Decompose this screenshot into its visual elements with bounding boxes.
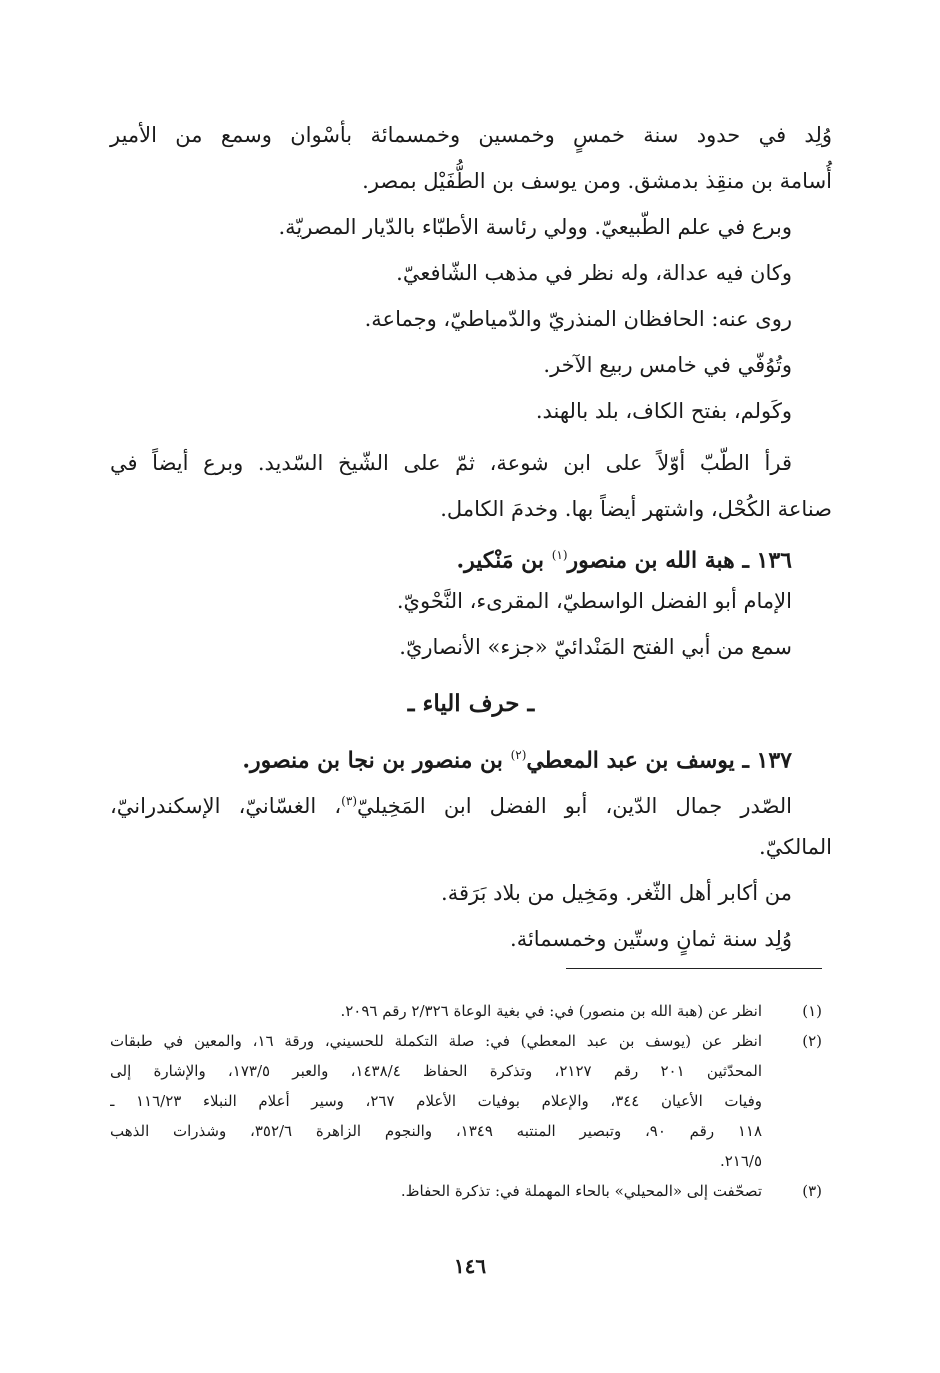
footnote-2-line-5: ٢١٦/٥. <box>719 1152 762 1170</box>
footnote-2-line-4: ١١٨ رقم ٩٠، وتبصير المنتبه ١٣٤٩، والنجوم الزاهرة ٣٥٢/٦، وشذرات الذهب <box>110 1122 762 1140</box>
footnote-3-line-1: تصحّفت إلى «المحيلي» بالحاء المهملة في: تذكرة الحفاظ. <box>400 1182 762 1200</box>
footnote-ref-2: (٢) <box>510 748 527 762</box>
entry-137-line-1-end: ، الغسّانيّ، الإسكندرانيّ، <box>110 794 342 818</box>
section-title: ـ حرف الياء ـ <box>407 690 535 717</box>
footnote-2-number: (٢) <box>802 1032 822 1050</box>
para1-line-1: وبرع في علم الطّبيعيّ. وولي رئاسة الأطبّاء بالدّيار المصريّة. <box>278 215 792 239</box>
entry-136-line-1: الإمام أبو الفضل الواسطيّ، المقرىء، النَّحْويّ. <box>396 589 792 613</box>
intro-line-2: أُسامة بن منقِذ بدمشق. ومن يوسف بن الطُّفَيْل بمصر. <box>362 169 832 193</box>
entry-137-line-3: من أكابر أهل الثّغر. ومَخِيل من بلاد بَرَقة. <box>441 881 792 905</box>
footnote-2-line-1: انظر عن (يوسف بن عبد المعطي) في: صلة التكملة للحسيني، ورقة ١٦، والمعين في طبقات <box>110 1032 762 1050</box>
footnote-1-number: (١) <box>802 1002 822 1020</box>
para1-line-2: وكان فيه عدالة، وله نظر في مذهب الشّافعيّ. <box>396 261 792 285</box>
footnote-2-line-3: وفيات الأعيان ٣٤٤، والإعلام بوفيات الأعلام ٢٦٧، وسير أعلام النبلاء ١١٦/٢٣ ـ <box>110 1092 762 1110</box>
entry-136-heading <box>110 532 832 578</box>
para1-line-3: روى عنه: الحافظان المنذريّ والدّمياطيّ، وجماعة. <box>364 307 792 331</box>
page-number: ١٤٦ <box>453 1254 487 1278</box>
entry-136-name: ١٣٦ ـ هبة الله بن منصور <box>567 547 792 574</box>
footnote-2-line-2: المحدّثين ٢٠١ رقم ٢١٢٧، وتذكرة الحفاظ ١٤٣٨/٤، والعبر ١٧٣/٥، والإشارة إلى <box>110 1062 762 1080</box>
intro-line-1: وُلِد في حدود سنة خمسٍ وخمسين وخمسمائة بأسْوان وسمع من الأمير <box>110 123 832 147</box>
entry-137-name: ١٣٧ ـ يوسف بن عبد المعطي <box>526 747 792 774</box>
footnote-ref-1: (١) <box>551 548 568 562</box>
para2-line-2: صناعة الكُحْل، واشتهر أيضاً بها. وخدمَ الكامل. <box>440 497 832 521</box>
para2-line-1: قرأ الطّبّ أوّلاً على ابن شوعة، ثمّ على الشّيخ السّديد. وبرع أيضاً في <box>110 451 792 475</box>
entry-137-line-1 <box>110 778 832 824</box>
footnote-1-line-1: انظر عن (هبة الله بن منصور) في: في بغية الوعاة ٢/٣٢٦ رقم ٢٠٩٦. <box>340 1002 762 1020</box>
entry-137-line-4: وُلِد سنة ثمانٍ وستّين وخمسمائة. <box>510 927 792 951</box>
entry-137-heading <box>110 732 832 778</box>
footnote-3-number: (٣) <box>802 1182 822 1200</box>
entry-136-line-2: سمع من أبي الفتح المَنْدائيّ «جزء» الأنصاريّ. <box>399 635 792 659</box>
footnotes <box>110 996 822 1206</box>
footnote-divider <box>566 968 822 969</box>
entry-136-name-rest: بن مَنْكير. <box>456 547 552 574</box>
entry-137-line-1-start: الصّدر جمال الدّين، أبو الفضل ابن المَخِيليّ <box>357 794 793 818</box>
footnote-ref-3: (٣) <box>341 794 357 808</box>
entry-137-name-rest: بن منصور بن نجا بن منصور. <box>242 747 511 774</box>
para1-line-4: وتُوُفّي في خامس ربيع الآخر. <box>543 353 792 377</box>
footnote-2 <box>110 1026 822 1176</box>
para1-line-5: وكَولم، بفتح الكاف، بلد بالهند. <box>535 399 792 423</box>
footnote-3 <box>110 1176 822 1206</box>
entry-137-line-2: المالكيّ. <box>759 835 832 859</box>
footnote-1 <box>110 996 822 1026</box>
main-text <box>110 112 832 962</box>
